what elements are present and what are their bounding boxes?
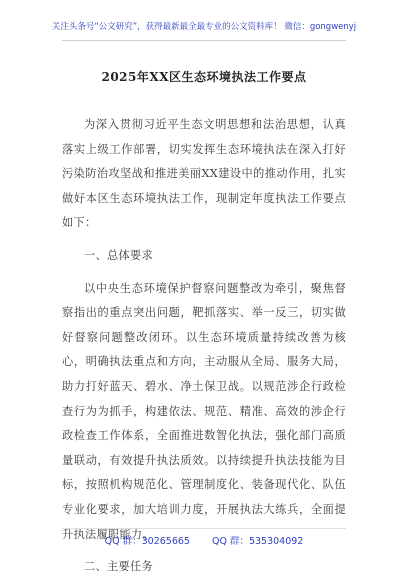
header-divider	[62, 40, 346, 41]
header-banner: 关注头条号“公文研究”，获得最新最全最专业的公文资料库！ 微信：gongwenyj	[51, 22, 357, 32]
document-body	[62, 113, 346, 580]
general-requirements-paragraph: 以中央生态环境保护督察问题整改为牵引，聚焦督察指出的重点突出问题，靶抓落实、举一反三，切实做好督察问题整改闭环。以生态环境质量持续改善为核心，明确执法重点和方向，主动服从全局、服务大局，助力打好蓝天、碧水、净土保卫战。以规范涉企行政检查行为为抓手，构建依法、规范、精准、高效的涉企行政检查工作体系，全面推进数智化执法，强化部门高质量联动，有效提升执法质效。以持续提升执法技能为目标，按照机构规范化、管理制度化、装备现代化、队伍专业化要求，加大培训力度，开展执法大练兵，全面提升执法履职能力。	[62, 281, 346, 541]
section-heading-main-tasks: 二、主要任务	[84, 560, 153, 574]
footer-divider	[62, 528, 346, 529]
footer-qq-group-2: QQ 群：535304092	[211, 536, 304, 547]
footer-contact	[0, 533, 408, 547]
intro-paragraph: 为深入贯彻习近平生态文明思想和法治思想，认真落实上级工作部署，切实发挥生态环境执法在深入打好污染防治攻坚战和推进美丽XX建设中的推动作用，扎实做好本区生态环境执法工作，现制定年度执法工作要点如下：	[62, 118, 346, 230]
footer-qq-group-1: QQ 群：30265665	[104, 536, 190, 547]
document-title: 2025年XX区生态环境执法工作要点	[101, 70, 307, 84]
section-heading-general-requirements: 一、总体要求	[84, 248, 153, 262]
